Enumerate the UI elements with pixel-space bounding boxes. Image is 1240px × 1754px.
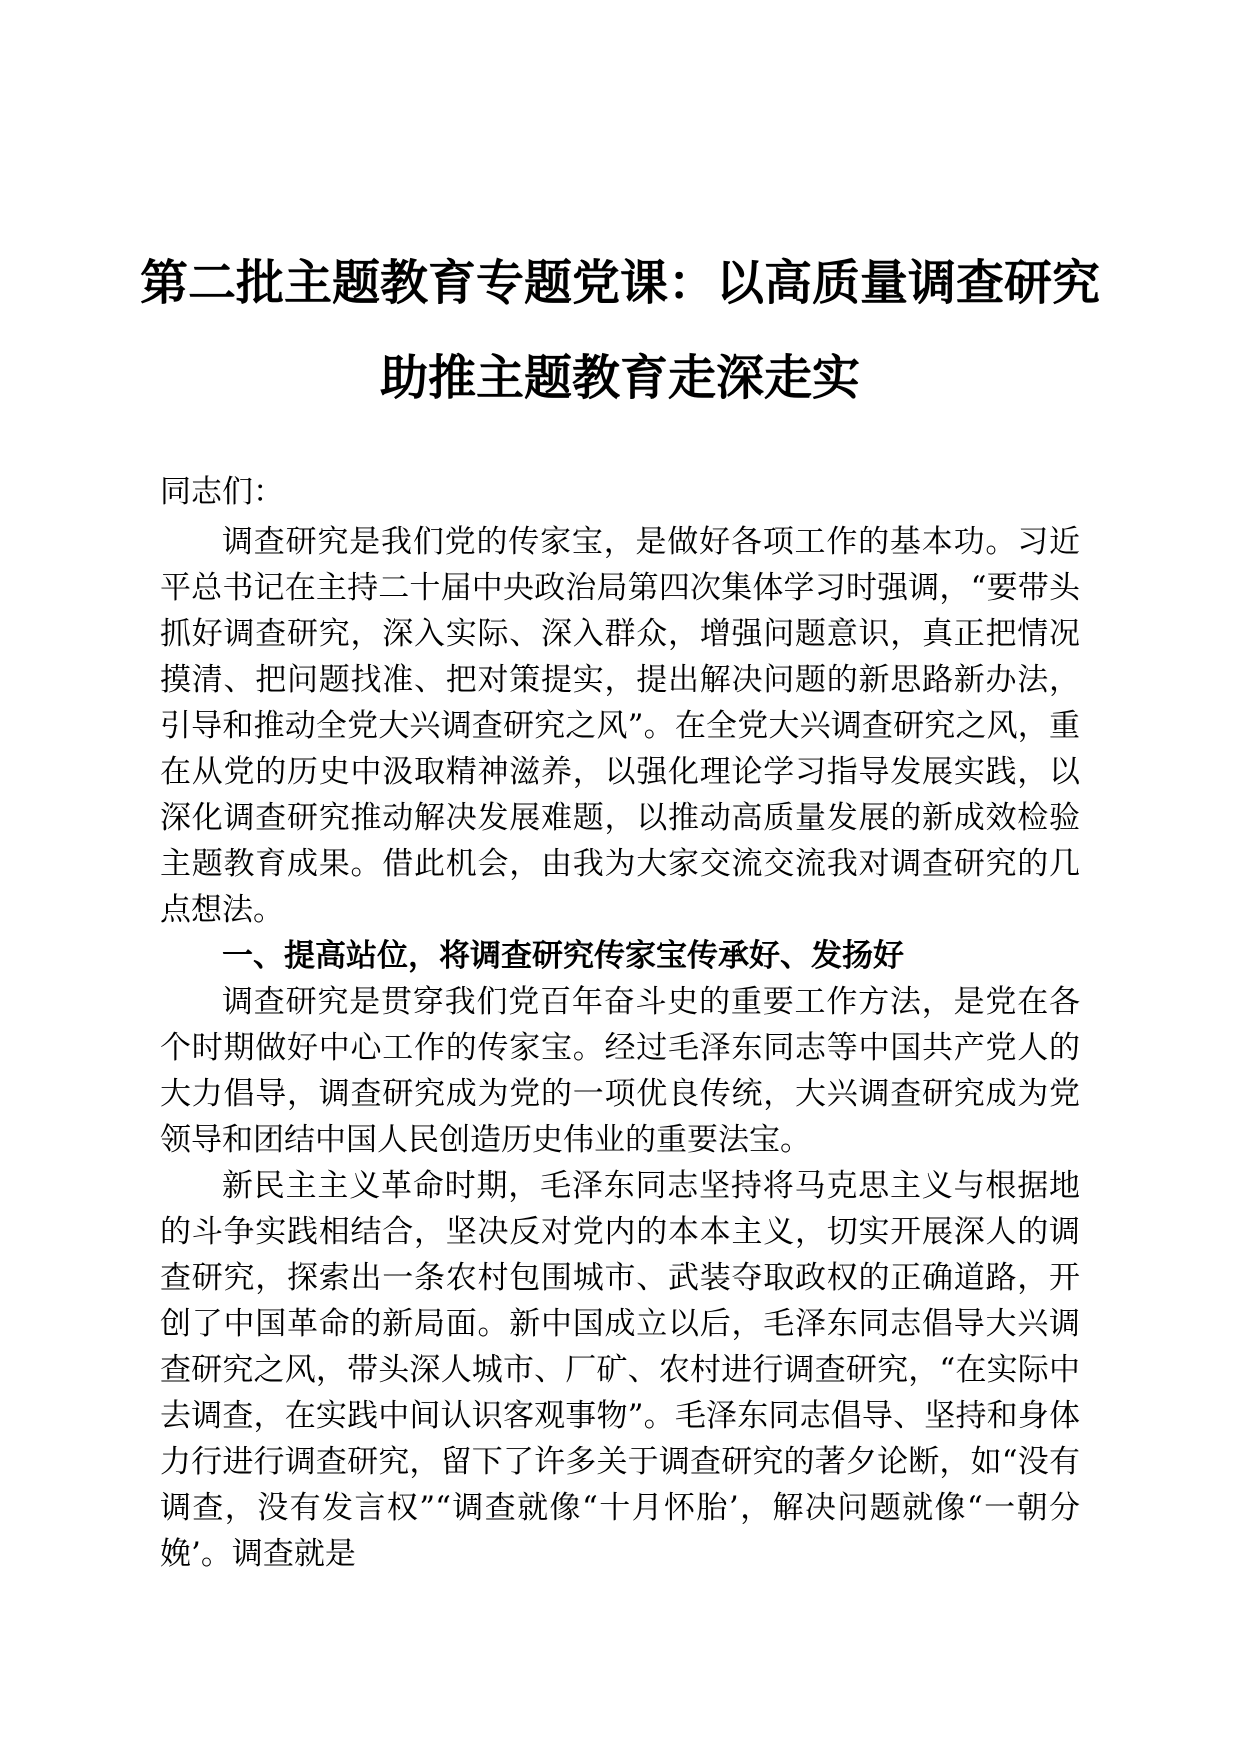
section-heading-1: 一、提高站位，将调查研究传家宝传承好、发扬好	[222, 938, 904, 974]
document-body	[160, 519, 1080, 1577]
paragraph-intro: 调查研究是我们党的传家宝，是做好各项工作的基本功。习近平总书记在主持二十届中央政治局第四次集体学习时强调，“要带头抓好调查研究，深入实际、深入群众，增强问题意识，真正把情况摸清、把问题找准、把对策提实，提出解决问题的新思路新办法，引导和推动全党大兴调查研究之风”。在全党大兴调查研究之风，重在从党的历史中汲取精神滋养，以强化理论学习指导发展实践，以深化调查研究推动解决发展难题，以推动高质量发展的新成效检验主题教育成果。借此机会，由我为大家交流交流我对调查研究的几点想法。	[160, 524, 1080, 928]
document-title-line-1: 第二批主题教育专题党课：以高质量调查研究	[140, 255, 1101, 311]
salutation: 同志们：	[160, 474, 284, 510]
paragraph-section-1-a: 调查研究是贯穿我们党百年奋斗史的重要工作方法，是党在各个时期做好中心工作的传家宝。经过毛泽东同志等中国共产党人的大力倡导，调查研究成为党的一项优良传统，大兴调查研究成为党领导和团结中国人民创造历史伟业的重要法宝。	[160, 984, 1080, 1158]
paragraph-section-1-b: 新民主主义革命时期，毛泽东同志坚持将马克思主义与根据地的斗争实践相结合，坚决反对党内的本本主义，切实开展深人的调查研究，探索出一条农村包围城市、武装夺取政权的正确道路，开创了中国革命的新局面。新中国成立以后，毛泽东同志倡导大兴调查研究之风，带头深人城市、厂矿、农村进行调查研究，“在实际中去调查，在实践中间认识客观事物”。毛泽东同志倡导、坚持和身体力行进行调查研究，留下了许多关于调查研究的著夕论断，如“没有调查，没有发言权”“调查就像“十月怀胎’，解决问题就像“一朝分娩’。调查就是	[160, 1168, 1080, 1572]
document-title-line-2: 助推主题教育走深走实	[379, 350, 860, 406]
